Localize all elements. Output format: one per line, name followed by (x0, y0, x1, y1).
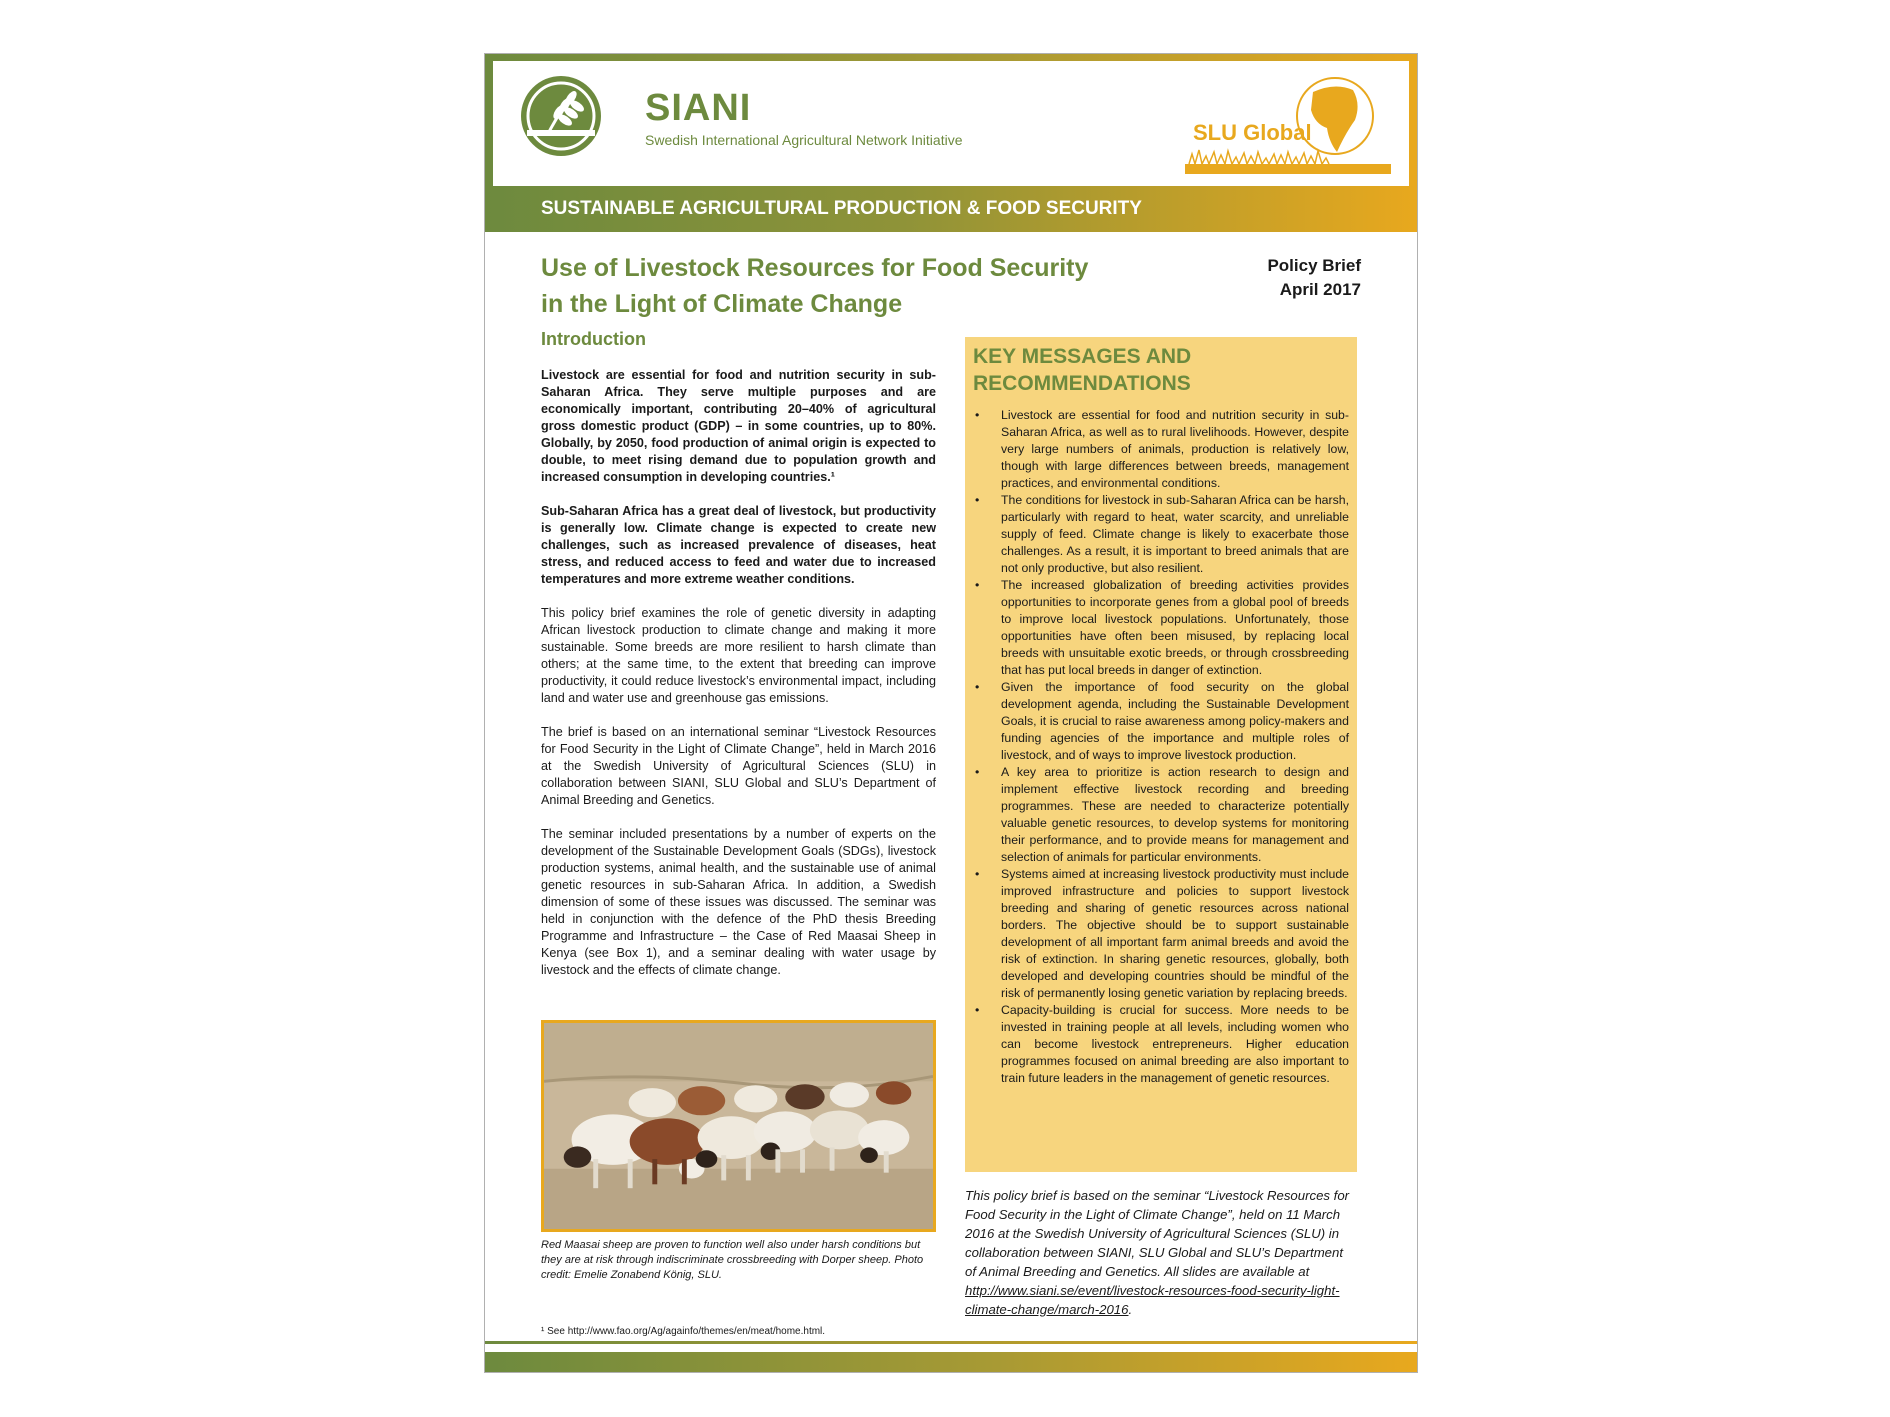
key-message-item (973, 577, 1349, 679)
key-message-text: A key area to prioritize is action research to design and implement effective livestock recording and breeding programmes. These are needed to characterize potentially valuable genetic resources, to develop systems for monitoring their performance, and to provide means for management and selection of animals for particular environments. (1001, 765, 1349, 864)
siani-logo-subtitle: Swedish International Agricultural Network Initiative (645, 132, 963, 148)
topic-banner-text: SUSTAINABLE AGRICULTURAL PRODUCTION & FOOD SECURITY (541, 198, 1142, 219)
footnote-link[interactable]: http://www.fao.org/Ag/againfo/themes/en/meat/home.html. (567, 1326, 826, 1337)
document-date: April 2017 (1279, 280, 1361, 299)
slu-logo-text: SLU Global (1193, 120, 1312, 145)
topic-banner (485, 186, 1417, 232)
footnote (541, 1326, 825, 1337)
intro-body (541, 367, 936, 996)
key-message-item (973, 1002, 1349, 1087)
intro-heading: Introduction (541, 329, 646, 349)
key-message-text: Systems aimed at increasing livestock productivity must include improved infrastructure and policies to support livestock breeding and sharing of genetic resources across national borders. The objective should be to support sustainable development of all important farm animal breeds and avoid the risk of extinction. In sharing genetic resources, globally, both developed and developing countries should be mindful of the risk of permanently losing genetic variation by replacing breeds. (1001, 867, 1349, 1000)
siani-logo-title: SIANI (645, 87, 752, 129)
key-message-text: The conditions for livestock in sub-Saharan Africa can be harsh, particularly with regard to heat, water scarcity, and unreliable supply of feed. Climate change is likely to exacerbate those challenges. As a result, it is important to breed animals that are not only productive, but also resilient. (1001, 493, 1349, 575)
footnote-marker: ¹ (541, 1326, 545, 1337)
key-messages-heading-line2: RECOMMENDATIONS (973, 372, 1191, 395)
document-type: Policy Brief (1267, 256, 1361, 275)
closing-link[interactable]: http://www.siani.se/event/livestock-resources-food-security-light-climate-change/march-2016 (965, 1283, 1340, 1317)
bullet-icon: • (975, 578, 980, 592)
closing-end: . (1128, 1302, 1133, 1317)
sheep-photo (541, 1020, 936, 1232)
siani-wheat-icon (519, 74, 603, 158)
intro-paragraph: The brief is based on an international seminar “Livestock Resources for Food Security in the Light of Climate Change”, held in March 2016 at the Swedish University of Agricultural Sciences (SLU) in collaboration between SIANI, SLU Global and SLU’s Department of Animal Breeding and Genetics. (541, 725, 936, 807)
bullet-icon: • (975, 680, 980, 694)
key-message-item (973, 492, 1349, 577)
intro-paragraph: The seminar included presentations by a number of experts on the development of the Sustainable Development Goals (SDGs), livestock production systems, animal health, and the sustainable use of animal genetic resources in sub-Saharan Africa. In addition, a Swedish dimension of some of these issues was discussed. The seminar was held in conjunction with the defence of the PhD thesis Breeding Programme and Infrastructure – the Case of Red Maasai Sheep in Kenya (see Box 1), and a seminar dealing with water usage by livestock and the effects of climate change. (541, 827, 936, 977)
closing-text: This policy brief is based on the seminar “Livestock Resources for Food Security in the Light of Climate Change”, held on 11 March 2016 at the Swedish University of Agricultural Sciences (SLU) in collaboration between SIANI, SLU Global and SLU’s Department of Animal Breeding and Genetics. All slides are available at (965, 1188, 1350, 1279)
key-message-text: Given the importance of food security on the global development agenda, including the Sustainable Development Goals, it is crucial to raise awareness among policy-makers and funding agencies of the importance and multiple roles of livestock, and of ways to improve livestock production. (1001, 680, 1349, 762)
key-messages-list (973, 407, 1349, 1087)
key-message-text: Capacity-building is crucial for success. More needs to be invested in training people at all levels, including women who can become livestock entrepreneurs. Higher education programmes focused on animal breeding are also important to train future leaders in the management of genetic resources. (1001, 1003, 1349, 1085)
bullet-icon: • (975, 765, 980, 779)
bullet-icon: • (975, 493, 980, 507)
bullet-icon: • (975, 408, 980, 422)
document-title-line2: in the Light of Climate Change (541, 290, 903, 318)
bullet-icon: • (975, 867, 980, 881)
closing-note (965, 1186, 1357, 1319)
bullet-icon: • (975, 1003, 980, 1017)
key-message-item (973, 764, 1349, 866)
header-right-edge (1409, 61, 1417, 186)
document-title-line1: Use of Livestock Resources for Food Security (541, 254, 1089, 282)
intro-paragraph: This policy brief examines the role of genetic diversity in adapting African livestock production to climate change and making it more sustainable. Some breeds are more resilient to harsh climate than others; at the same time, to the extent that breeding can improve productivity, it could reduce livestock’s environmental impact, including land and water use and greenhouse gas emissions. (541, 606, 936, 705)
footnote-prefix: See (547, 1326, 565, 1337)
document-title (541, 250, 1101, 322)
policy-brief-page (484, 53, 1418, 1373)
intro-paragraph: Livestock are essential for food and nutrition security in sub-Saharan Africa. They serve multiple purposes and are economically important, contributing 20–40% of agricultural gross domestic product (GDP) – in some countries, up to 80%. Globally, by 2050, food production of animal origin is expected to double, to meet rising demand due to population growth and increased consumption in developing countries.¹ (541, 368, 936, 484)
key-message-item (973, 407, 1349, 492)
key-messages-box (965, 337, 1357, 1172)
photo-caption: Red Maasai sheep are proven to function well also under harsh conditions but they are at risk through indiscriminate crossbreeding with Dorper sheep. Photo credit: Emelie Zonabend König, SLU. (541, 1239, 924, 1281)
intro-paragraph: Sub-Saharan Africa has a great deal of livestock, but productivity is generally low. Climate change is expected to create new challenges, such as increased prevalence of diseases, heat stress, and reduced access to feed and water due to increased temperatures and more extreme weather conditions. (541, 504, 936, 586)
key-message-item (973, 679, 1349, 764)
slu-globe-icon (1185, 72, 1391, 174)
key-messages-heading (973, 343, 1349, 397)
key-message-text: Livestock are essential for food and nutrition security in sub-Saharan Africa, as well as to rural livelihoods. However, despite very large numbers of animals, production is relatively low, though with large differences between breeds, management practices, and environmental conditions. (1001, 408, 1349, 490)
bottom-thin-rule (485, 1341, 1417, 1344)
key-message-item (973, 866, 1349, 1002)
key-message-text: The increased globalization of breeding activities provides opportunities to incorporate genes from a global pool of breeds to improve local livestock populations. Unfortunately, those opportunities have often been misused, by replacing local breeds with unsuitable exotic breeds, or through crossbreeding that has put local breeds in danger of extinction. (1001, 578, 1349, 677)
bottom-rule (485, 1352, 1417, 1372)
key-messages-heading-line1: KEY MESSAGES AND (973, 345, 1192, 368)
header-left-edge (485, 61, 493, 186)
top-rule (485, 54, 1417, 61)
document-meta (1267, 254, 1361, 302)
